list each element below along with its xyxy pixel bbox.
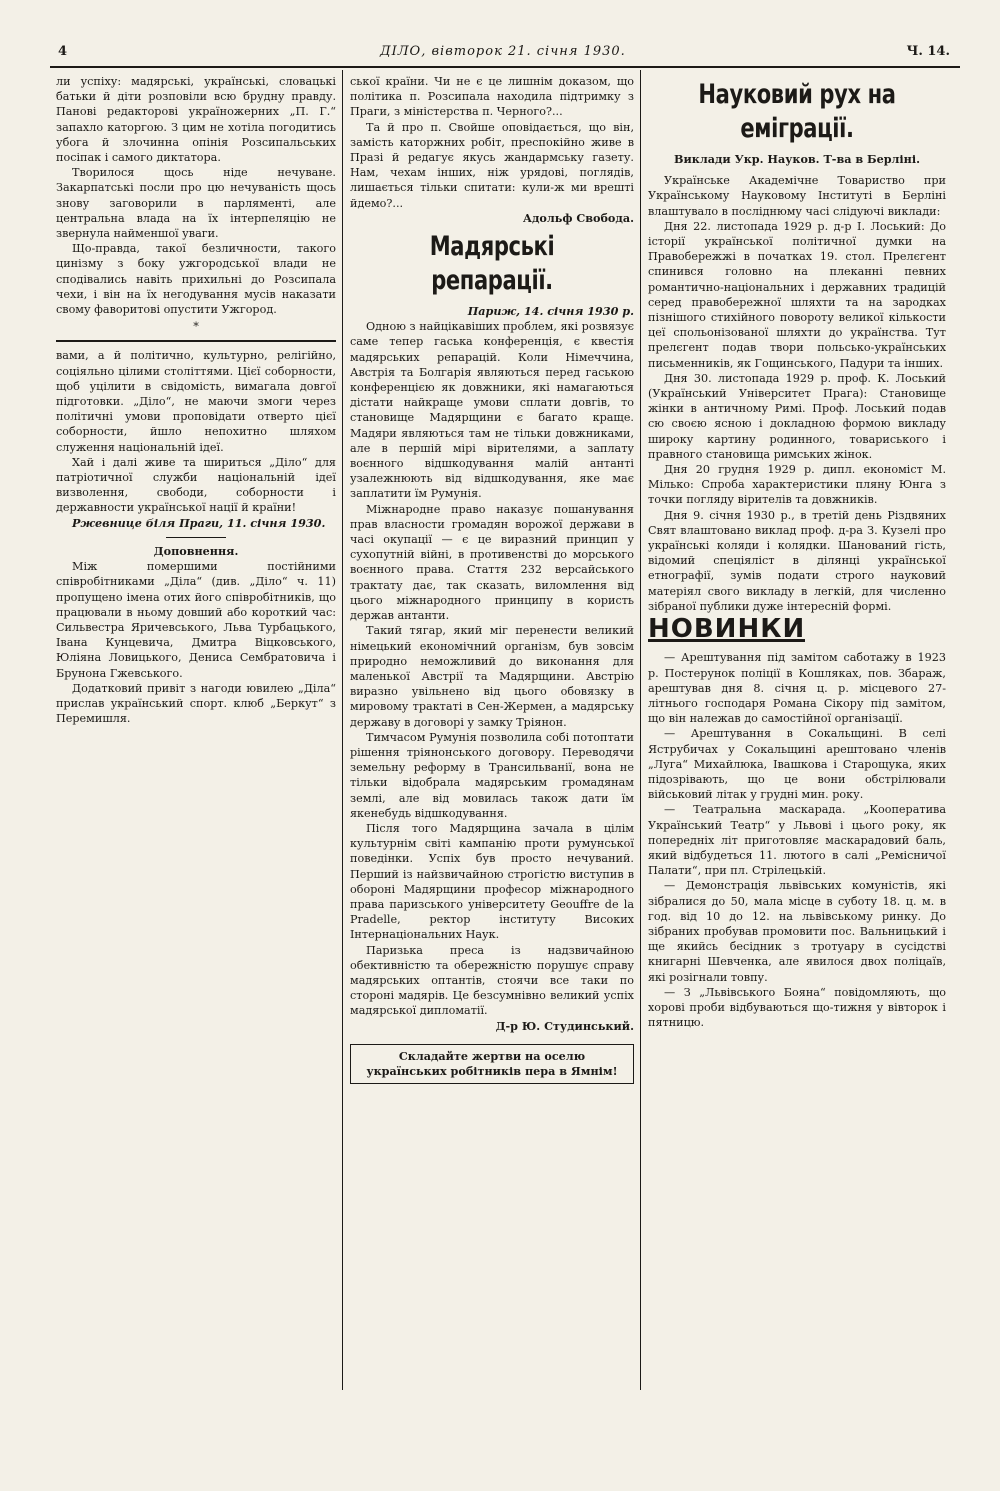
masthead: ДІЛО, вівторок 21. січня 1930. bbox=[380, 44, 626, 59]
reparations-para-6: Паризька преса із надзвичайною обективністю та обережністю порушує справу мадярських оптантів, стоячи все таки по стороні мадярів. Це безсумнівно великий успіх мадярської дипломатії. bbox=[350, 943, 634, 1018]
article-title-emigration: Науковий рух на еміграції. bbox=[698, 79, 896, 144]
addendum-text: Між помершими постійними співробітниками „Діла“ (див. „Діло“ ч. 11) пропущено імена отих його співробітників, що працювали в ньому довший або короткий час: Сильвестра Яричевського, Льва Турбацького, Івана Кунцевича, Дмитра Віцковського, Юліяна Ловицького, Дениса Сембратовича і Брунона Гжевського. bbox=[56, 560, 336, 680]
col1-intro-2: Творилося щось ніде нечуване. Закарпатські посли про цю нечуваність щось знову заговорили в парляменті, але центральна влада на їх інтерпеляцію не звернула найменшої уваги. bbox=[56, 166, 336, 241]
issue-number: Ч. 14. bbox=[906, 44, 950, 59]
news-item-5: — З „Львівського Бояна“ повідомляють, що хорові проби відбуваються що-тижня у вівторок і пятницю. bbox=[648, 985, 946, 1030]
author-svoboda: Адольф Свобода. bbox=[522, 210, 634, 225]
col2-top-1: ської країни. Чи не є це лишнім доказом, що політика п. Розсипала находила підтримку з Праги, з міністерства п. Черного?... bbox=[350, 75, 634, 119]
article-title-reparations: Мадярські репарації. bbox=[429, 231, 555, 297]
appeal-box: Складайте жертви на оселю українських робітників пера в Ямнім! bbox=[350, 1044, 634, 1084]
reparations-para-5: Після того Мадярщина зачала в цілім культурнім світі кампанію проти румунської поведінки. Успіх був просто нечуваний. Перший із найзвичайною строгістю виступив в обороні Мадярщини професор міжнародного права паризського університету Geouffre de la Pradelle, ректор інституту Високих Інтернаціональних Наук. bbox=[350, 821, 634, 942]
col1-section-rule bbox=[56, 340, 336, 342]
separator-star: * bbox=[193, 320, 199, 334]
article-dateline: Париж, 14. січня 1930 р. bbox=[467, 304, 634, 319]
news-item-3: — Театральна маскарада. „Кооператива Український Театр“ у Львові і цього року, як попередніх літ приготовляє маскарадовий баль, який відбудеться 11. лютого в салі „Ремісничої Палати“, при пл. Стрілецькій. bbox=[648, 803, 946, 878]
news-section-title: НОВИНКИ bbox=[648, 614, 806, 645]
emigration-para-5: Дня 9. січня 1930 р., в третій день Різдвяних Свят влаштовано виклад проф. д-ра З. Кузелі про українські коляди і колядки. Шанований гість, відомий спеціяліст в ділянці української етнографії, зумів подати строго науковий матеріял свого викладу в легкій, для численно зібраної публики дуже інтересній формі. bbox=[648, 508, 946, 613]
column-3 bbox=[648, 74, 946, 1374]
news-item-4: — Демонстрація львівських комуністів, які зібралися до 50, мала місце в суботу 18. ц. м. в год. від 10 до 12. на львівському ринку. До зібраних пробував промовити пос. Вальницький і ще якийсь бесідник з тротуару в сусідстві книгарні Шевченка, але явилося двох поліцаїв, які розігнали товпу. bbox=[648, 879, 946, 984]
page-number: 4 bbox=[58, 44, 68, 59]
col1-intro-1: ли успіху: мадярські, українські, словацькі батьки й діти розповіли всю брудну правду. Панові редакторові україножерних „П. Г.“ запахло каторгою. З цим не хотіла погодитись убога й злочинна опінія Розсипальських посіпак і самого диктатора. bbox=[56, 75, 336, 165]
page-header bbox=[50, 44, 960, 66]
col2-top-2: Та й про п. Свойше оповідається, що він, замість каторжних робіт, преспокійно живе в Празі й редагує якусь жандармську газету. Нам, чехам інших, ніж урядові, поглядів, лишається тільки спитати: кули-ж ми врешті йдемо?... bbox=[350, 120, 634, 210]
emigration-para-2: Дня 22. листопада 1929 р. д-р І. Лоський: До історії української політичної думки на Правобережжі в початках 19. стол. Прелєгент спинився головно на плеканні певних романтично-національних і державних традицій серед правобережної шляхти та на зародках пізнішого стихійного повороту великої кількости цеї спольонізованої шляхти до українства. Тут прелєгент подав твори польсько-українських письменників, як Гощинського, Падури та інших. bbox=[648, 219, 946, 370]
reparations-para-2: Міжнародне право наказує пошанування прав власности громадян ворожої держави в часі окупації — є це виразний принцип у сухопутній війні, в противенстві до морського воєнного права. Стаття 232 версайського трактату дає, так сказать, виломлення від цього міжнародного принципу в користь держав антанти. bbox=[350, 502, 634, 623]
emigration-para-1: Українське Академічне Товариство при Українському Науковому Інституті в Берліні влаштувало в посліднюму часі слідуючі виклади: bbox=[648, 174, 946, 218]
header-rule bbox=[50, 66, 960, 68]
column-divider-right bbox=[640, 70, 641, 1390]
emigration-para-4: Дня 20 грудня 1929 р. дипл. економіст М. Мілько: Спроба характеристики пляну Юнга з точки погляду вірителів та довжників. bbox=[648, 463, 946, 507]
col1-part2-2: Хай і далі живе та шириться „Діло“ для патріотичної служби національній ідеї визволення, свободи, соборности і державности української нації й країни! bbox=[56, 455, 336, 515]
addendum-text-2: Додатковий привіт з нагоди ювилею „Діла“ прислав український спорт. клюб „Беркут“ з Перемишля. bbox=[56, 681, 336, 726]
article-subtitle-emigration: Виклади Укр. Науков. Т-ва в Берліні. bbox=[674, 152, 920, 166]
col1-part2-1: вами, а й політично, культурно, релігійно, соціяльно цілими століттями. Цієї соборности, щоб уцілити в свідомість, вимагала довгої підготовки. „Діло“, не маючи змоги через політичні умови проповідати отверто цієї соборности, йшло непохитно шляхом служення національній ідеї. bbox=[56, 349, 336, 454]
news-item-1: — Арештування під замітом саботажу в 1923 р. Постерунок поліції в Кошляках, пов. Збараж, арештував дня 8. січня ц. р. місцевого 27-літнього господаря Романа Сікору під замітом, що він належав до самостійної організації. bbox=[648, 651, 946, 726]
reparations-para-4: Тимчасом Румунія позволила собі потоптати рішення тріянонського договору. Переводячи земельну реформу в Трансильванії, вона не тільки відобрала мадярським громадянам землі, але від мовилась також дати їм якенебудь відшкодування. bbox=[350, 730, 634, 820]
addendum-title: Доповнення. bbox=[153, 543, 239, 558]
column-2 bbox=[350, 74, 634, 1374]
reparations-para-1: Одною з найцікавіших проблем, які розвязує саме тепер гаська конференція, є квестія мадярських репарацій. Коли Німеччина, Австрія та Болгарія являються перед гаською конференцією як довжники, які намагаються дістати найкраще умови сплати довгів, то становище Мадярщини є багато краще. Мадяри являються там не тільки довжниками, але в першій мірі вірителями, а заплату воєнного відшкодування малій антанті узалежнюють від відшкодування, яке має заплатити їм Румунія. bbox=[350, 320, 634, 501]
author-studynsky: Д-р Ю. Студинський. bbox=[495, 1018, 634, 1033]
col1-sign-place: Ржевнице біля Праги, 11. січня 1930. bbox=[72, 515, 326, 530]
col1-intro-3: Що-правда, такої безличности, такого цинізму з боку ужгородської влади не сподівались навіть прихильні до Розсипала чехи, і він на їх негодування мусів наказати свому фаворитові опустити Ужгород. bbox=[56, 242, 336, 317]
col1-small-rule bbox=[166, 537, 226, 538]
news-item-2: — Арештування в Сокальщині. В селі Яструбичах у Сокальщині арештовано членів „Луга“ Михайлюка, Івашкова і Старощука, яких підозрівають, що це вони обстрілювали військовий літак у грудні мин. року. bbox=[648, 727, 946, 802]
emigration-para-3: Дня 30. листопада 1929 р. проф. К. Лоський (Український Університет Прага): Становище жінки в античному Римі. Проф. Лоський подав сю своєю ясною і докладною формою викладу широку картину родинного, товариського і правного становища римських жінок. bbox=[648, 371, 946, 461]
column-divider-left bbox=[342, 70, 343, 1390]
column-1 bbox=[56, 74, 336, 1374]
reparations-para-3: Такий тягар, який міг перенести великий німецький економічний організм, був зовсім природно неможливий до виконання для маленької Австрії та Мадярщини. Австрію виразно увільнено від цього обовязку в мировому трактаті в Сен-Жермен, а мадярську державу в договорі у замку Тріянон. bbox=[350, 624, 634, 729]
